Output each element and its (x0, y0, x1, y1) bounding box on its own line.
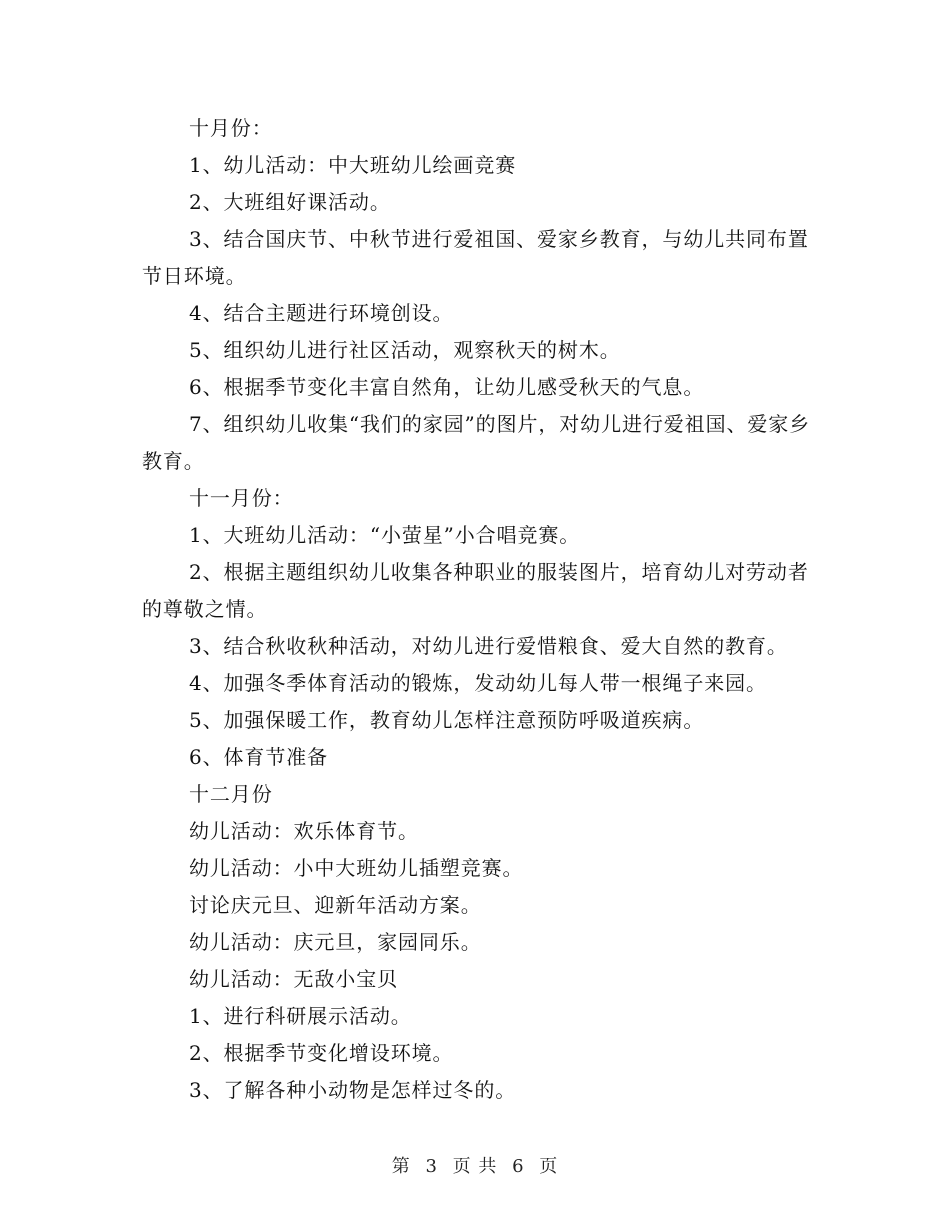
document-body (142, 110, 812, 1109)
paragraph: 6、根据季节变化丰富自然角，让幼儿感受秋天的气息。 (189, 375, 705, 399)
paragraph: 4、加强冬季体育活动的锻炼，发动幼儿每人带一根绳子来园。 (189, 671, 767, 695)
paragraph: 2、根据季节变化增设环境。 (189, 1041, 454, 1065)
paragraph: 5、组织幼儿进行社区活动，观察秋天的树木。 (189, 338, 621, 362)
paragraph: 讨论庆元旦、迎新年活动方案。 (189, 893, 482, 917)
paragraph: 1、进行科研展示活动。 (189, 1004, 412, 1028)
paragraph-month-october: 十月份： (189, 116, 273, 140)
total-page-number: 6 (512, 1156, 525, 1177)
paragraph: 3、结合秋收秋种活动，对幼儿进行爱惜粮食、爱大自然的教育。 (189, 634, 788, 658)
paragraph: 3、了解各种小动物是怎样过冬的。 (189, 1078, 517, 1102)
paragraph: 幼儿活动：小中大班幼儿插塑竞赛。 (189, 856, 524, 880)
current-page-number: 3 (425, 1156, 438, 1177)
paragraph: 幼儿活动：无敌小宝贝 (189, 967, 398, 991)
paragraph: 4、结合主题进行环境创设。 (189, 301, 454, 325)
paragraph-month-november: 十一月份： (189, 486, 294, 510)
paragraph-month-december: 十二月份 (189, 782, 273, 806)
page-number-prefix: 第 (391, 1156, 411, 1177)
paragraph: 幼儿活动：欢乐体育节。 (189, 819, 419, 843)
paragraph: 幼儿活动：庆元旦，家园同乐。 (189, 930, 482, 954)
paragraph: 3、结合国庆节、中秋节进行爱祖国、爱家乡教育，与幼儿共同布置节日环境。 (142, 227, 809, 288)
paragraph: 6、体育节准备 (189, 745, 329, 769)
paragraph: 1、大班幼儿活动：“小萤星”小合唱竞赛。 (189, 523, 581, 547)
paragraph: 1、幼儿活动：中大班幼儿绘画竞赛 (189, 153, 517, 177)
page-number-suffix: 页 (539, 1156, 559, 1177)
paragraph: 2、大班组好课活动。 (189, 190, 391, 214)
paragraph: 7、组织幼儿收集“我们的家园”的图片，对幼儿进行爱祖国、爱家乡教育。 (142, 412, 811, 473)
page-number-middle: 页 共 (452, 1156, 498, 1177)
page-footer (0, 1152, 950, 1178)
paragraph: 2、根据主题组织幼儿收集各种职业的服装图片，培育幼儿对劳动者的尊敬之情。 (142, 560, 809, 621)
paragraph: 5、加强保暖工作，教育幼儿怎样注意预防呼吸道疾病。 (189, 708, 705, 732)
